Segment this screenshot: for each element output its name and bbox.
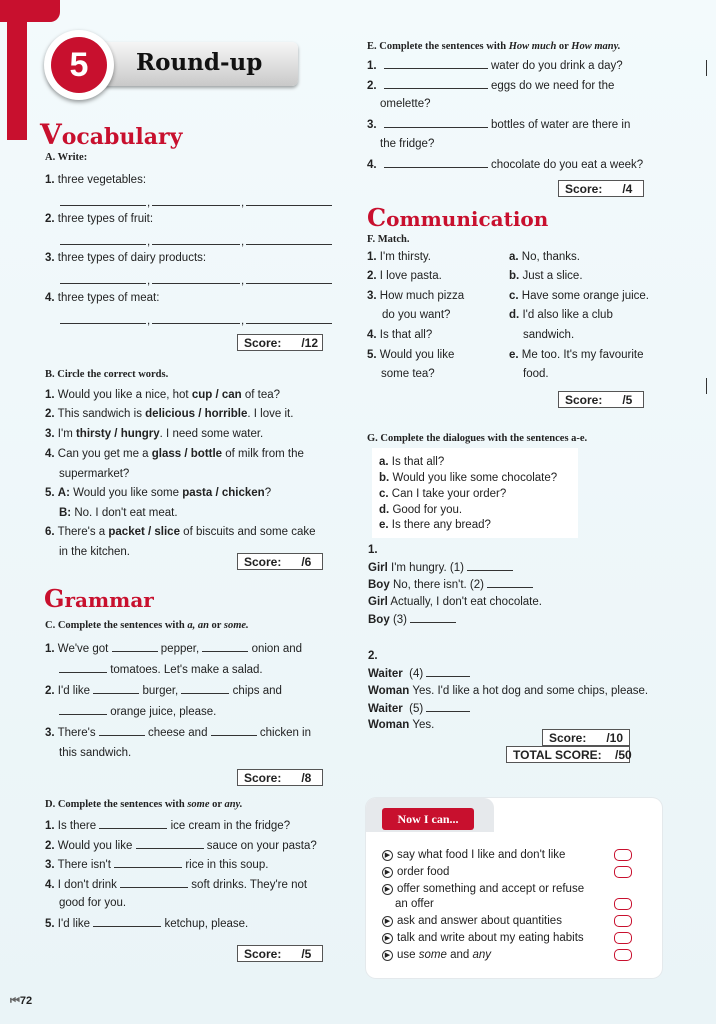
score-f: Score: /5: [558, 391, 644, 408]
can-item-2: ▶ order food: [382, 865, 449, 879]
score-g: Score: /10: [542, 729, 630, 746]
now-i-can-label: Now I can...: [382, 808, 474, 830]
page-number: ⏮72: [10, 995, 33, 1007]
unit-number: 5: [51, 37, 107, 93]
d-item-1: 1. Is there ice cream in the fridge?: [45, 820, 291, 832]
arrow-icon: ▶: [382, 867, 393, 878]
c-item-1: 1. We've got pepper, onion and: [45, 643, 303, 655]
worksheet-page: 5 Round-up Vocabulary A. Write: 1. three vegetables: , , 2. three types of fruit: , , 3. three types of dairy products: , , 4. three types of meat: , , Score: /12 B. Circle the correct words. 1. Would you like a nice, hot cup / can of tea? 2. This sandwich is delicious / horrible. I love it. 3. I'm thirsty / hungry. I need some water. 4. Can you get me a glass / bottle of milk from the supermarket? 5. A: Would you like some pasta / chicken? B: No. I don't eat meat. 6. There's a packet / slice of biscuits and some cake in the kitchen. Score: /6 Grammar C. Complete the sentences with a, an or some. 1. We've got pepper, onion and tomatoes. Let's make a salad. 2. I'd like burger, chips and orange juice, please. 3. There's cheese and chicken in this sandwich. Score: /8 D. Complete the sentences with some or any. 1. Is there ice cream in the fridge? 2. Would you like sauce on your pasta? 3. There isn't rice in this soup. 4. I don't drink soft drinks. They're not good for you. 5. I'd like ketchup, please. Score: /5 E. Complete the sentences with How much or How many. 1. water do you drink a day? 2. eggs do we need for the omelette? 3. bottles of water are there in the fridge? 4. chocolate do you eat a week? Score: /4 Communication F. Match. 1. I'm thirsty. 2. I love pasta. 3. How much pizza do you want? 4. Is that all? 5. Would you like some tea? a. No, thanks. b. Just a slice. c. Have some orange juice. d. I'd also like a club sandwich. e. Me too. It's my favourite food. Score: /5 G. Complete the dialogues with the sentences a-e. a. Is that all? b. Would you like some chocolate? c. Can I take your order? d. Good for you. e. Is there any bread? 1. Girl I'm hungry. (1) Boy No, there isn't. (2) Girl Actually, I don't eat chocolate. Boy (3) 2. Waiter (4) Woman Yes. I'd like a hot dog and some chips, please. Waiter (5) Woman Yes. Score: /10 TOTAL SCORE: /50 Now I can... ▶ say what food I like and don't like ▶ order food ▶ offer something and accept or refuse an offer ▶ ask and answer about quantities ▶ talk and write about my eating habits ▶ use some and any ⏮72: [0, 0, 716, 1024]
side-bar-decoration: [7, 0, 27, 140]
d-item-3: 3. There isn't rice in this soup.: [45, 859, 269, 871]
checkbox-4[interactable]: [614, 915, 632, 927]
section-a-heading: A. Write:: [45, 152, 88, 163]
section-f-heading: F. Match.: [367, 234, 410, 245]
c-item-2: 2. I'd like burger, chips and: [45, 685, 282, 697]
section-e-heading: E. Complete the sentences with How much or How many.: [367, 41, 621, 52]
vocabulary-heading: Vocabulary: [40, 118, 183, 151]
a-item-4: 4. three types of meat:: [45, 292, 160, 304]
total-score: TOTAL SCORE: /50: [506, 746, 630, 763]
score-a: Score: /12: [237, 334, 323, 351]
arrow-icon: ▶: [382, 884, 393, 895]
can-item-4: ▶ ask and answer about quantities: [382, 914, 562, 928]
can-item-3: ▶ offer something and accept or refuse: [382, 882, 584, 896]
rewind-icon: ⏮: [10, 995, 20, 1007]
d-item-5: 5. I'd like ketchup, please.: [45, 918, 249, 930]
checkbox-5[interactable]: [614, 932, 632, 944]
d-item-2: 2. Would you like sauce on your pasta?: [45, 840, 317, 852]
can-item-5: ▶ talk and write about my eating habits: [382, 931, 584, 945]
e-item-2: 2. eggs do we need for the: [367, 80, 615, 92]
b-item-2[interactable]: 2. This sandwich is delicious / horrible. I love it.: [45, 408, 294, 420]
section-d-heading: D. Complete the sentences with some or any.: [45, 799, 243, 810]
e-item-1: 1. water do you drink a day?: [367, 60, 623, 72]
communication-heading: Communication: [367, 203, 549, 232]
can-item-1: ▶ say what food I like and don't like: [382, 848, 565, 862]
b-item-5[interactable]: 5. A: Would you like some pasta / chicken?: [45, 487, 272, 499]
b-item-6[interactable]: 6. There's a packet / slice of biscuits and some cake: [45, 526, 316, 538]
checkbox-1[interactable]: [614, 849, 632, 861]
e-item-4: 4. chocolate do you eat a week?: [367, 159, 644, 171]
score-d: Score: /5: [237, 945, 323, 962]
arrow-icon: ▶: [382, 916, 393, 927]
a-item-3: 3. three types of dairy products:: [45, 252, 207, 264]
section-g-heading: G. Complete the dialogues with the sentences a-e.: [367, 433, 588, 444]
can-item-6: ▶ use some and any: [382, 948, 491, 962]
score-c: Score: /8: [237, 769, 323, 786]
checkbox-3[interactable]: [614, 898, 632, 910]
b-item-4[interactable]: 4. Can you get me a glass / bottle of milk from the: [45, 448, 304, 460]
c-item-3: 3. There's cheese and chicken in: [45, 727, 312, 739]
arrow-icon: ▶: [382, 933, 393, 944]
arrow-icon: ▶: [382, 850, 393, 861]
section-b-heading: B. Circle the correct words.: [45, 369, 169, 380]
page-title: Round-up: [136, 49, 263, 76]
grammar-heading: Grammar: [44, 584, 154, 613]
score-e: Score: /4: [558, 180, 644, 197]
checkbox-2[interactable]: [614, 866, 632, 878]
a-item-2: 2. three types of fruit:: [45, 213, 154, 225]
e-item-3: 3. bottles of water are there in: [367, 119, 631, 131]
a-item-1: 1. three vegetables:: [45, 174, 147, 186]
arrow-icon: ▶: [382, 950, 393, 961]
d-item-4: 4. I don't drink soft drinks. They're not: [45, 879, 308, 891]
section-c-heading: C. Complete the sentences with a, an or some.: [45, 620, 249, 631]
checkbox-6[interactable]: [614, 949, 632, 961]
b-item-1[interactable]: 1. Would you like a nice, hot cup / can of tea?: [45, 389, 281, 401]
score-b: Score: /6: [237, 553, 323, 570]
b-item-3[interactable]: 3. I'm thirsty / hungry. I need some water.: [45, 428, 264, 440]
